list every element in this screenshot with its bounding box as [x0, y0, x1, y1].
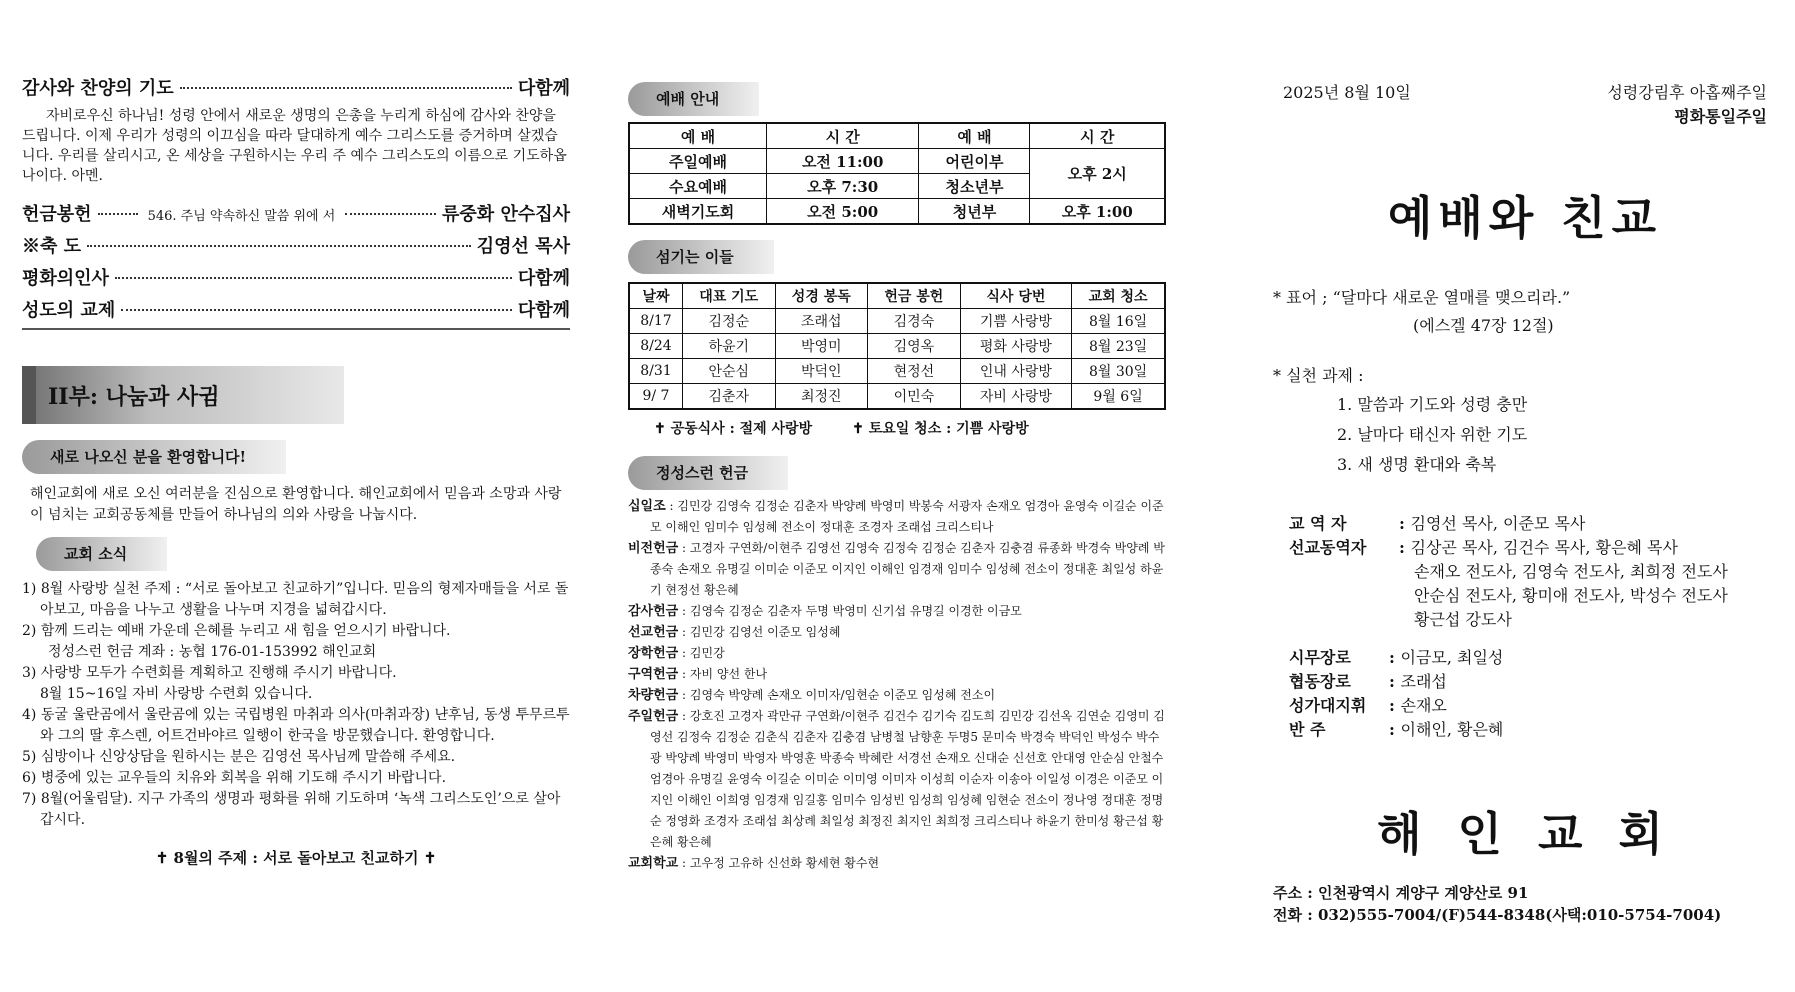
elder-key: 시무장로: [1289, 648, 1351, 667]
leader-dots: [121, 309, 512, 311]
table-header: 성경 봉독: [775, 283, 868, 309]
table-cell: 8/24: [629, 334, 682, 359]
common-meal-note: ✝ 공동식사 : 절제 사랑방: [654, 421, 813, 437]
sunday-name: 성령강림후 아홉째주일: [1607, 83, 1767, 102]
elder-row: 성가대지휘 : 손재오: [1289, 694, 1789, 718]
table-header: 예 배: [629, 123, 766, 149]
offering-item: 십일조 : 김민강 김영숙 김정순 김춘자 박양례 박영미 박봉숙 서광자 손재오 엄경아 윤영숙 이길순 이준모 이해인 임미수 임성혜 전소이 정대훈 조경자 조래섭 크리스티나: [628, 499, 1164, 534]
table-cell: 박덕인: [775, 359, 868, 384]
table-cell: 오전 11:00: [766, 149, 919, 174]
table-cell: 8/31: [629, 359, 682, 384]
table-cell: 이민숙: [868, 384, 961, 410]
order-person: 류중화 안수집사: [442, 204, 570, 225]
table-cell: 자비 사랑방: [960, 384, 1072, 410]
order-person: 다함께: [517, 268, 570, 289]
table-cell: 기쁨 사랑방: [960, 309, 1072, 334]
staff-value: 안순심 전도사, 황미애 전도사, 박성수 전도사: [1414, 586, 1728, 605]
table-cell: 8월 23일: [1072, 334, 1165, 359]
order-person: 김영선 목사: [476, 236, 570, 257]
table-header: 대표 기도: [682, 283, 775, 309]
news-item: 5) 심방이나 신앙상담을 원하시는 분은 김영선 목사님께 말씀해 주세요.: [22, 749, 456, 765]
offering-label: 비전헌금: [628, 541, 679, 556]
staff-value: 김영선 목사, 이준모 목사: [1410, 514, 1586, 533]
news-list: [22, 579, 570, 831]
table-cell: 현정선: [868, 359, 961, 384]
worship-title: 예배 안내: [628, 82, 759, 116]
elder-value: 이해인, 황은혜: [1400, 720, 1504, 739]
news-item: 2) 함께 드리는 예배 가운데 은혜를 누리고 새 힘을 얻으시기 바랍니다.: [22, 623, 451, 639]
offering-item: 선교헌금 : 김민강 김영선 이준모 임성혜: [628, 625, 841, 640]
leader-dots: [345, 213, 436, 215]
part2-tab: [22, 366, 36, 424]
news-item: 6) 병중에 있는 교우들의 치유와 회복을 위해 기도해 주시기 바랍니다.: [22, 770, 447, 786]
welcome-title: 새로 나오신 분을 환영합니다!: [22, 440, 286, 474]
welcome-text: 해인교회에 새로 오신 여러분을 진심으로 환영합니다. 해인교회에서 믿음과 소망과 사랑이 넘치는 교회공동체를 만들어 하나님의 의와 사랑을 나눕시다.: [30, 486, 562, 523]
table-header-row: [629, 123, 1165, 149]
elder-row: 시무장로 : 이금모, 최일성: [1289, 646, 1789, 670]
table-header-row: [629, 283, 1165, 309]
servers-title: 섬기는 이들: [628, 240, 774, 274]
offering-label: 감사헌금: [628, 604, 679, 619]
offering-names: 김민강: [689, 646, 725, 660]
sunday-theme: 평화통일주일: [1674, 107, 1767, 126]
order-row-offering: [22, 200, 570, 226]
offering-label: 장학헌금: [628, 646, 679, 661]
offering-names: 강호진 고경자 곽만규 구연화/이현주 김건수 김기숙 김도희 김민강 김선옥 김연순 김영미 김영선 김정숙 김정순 김춘식 김춘자 김충겸 남병철 남향훈 두명5 문미숙 박경숙 박덕인 박성수 박수광 박양례 박영미 박영자 박영훈 박종숙 박혜란 서경선 손재오 신대순 신선호 안대영 안순심 안철수 엄경아 유명길 윤영숙 이길순 이미순 이미영 이미자 이성희 이순자 이송아 이일성 이경은 이준모 이지인 이해인 이희영 임경재 임길홍 임미수 임성빈 임성희 임성혜 임현순 전소이 정나영 정대훈 정명순 정영화 조경자 조래섭 최상례 최일성 최정진 최지인 최희정 크리스티나 하윤기 한미성 황근섭 황은혜 황은혜: [650, 709, 1165, 849]
task-item: 2. 날마다 태신자 위한 기도: [1337, 425, 1528, 444]
bulletin-title: 예배와 친교: [1387, 191, 1663, 245]
offering-item: 비전헌금 : 고경자 구연화/이현주 김영선 김영숙 김정숙 김정순 김춘자 김충겸 류종화 박경숙 박양례 박종숙 손재오 유명길 이미순 이준모 이지인 이해인 임경재 임미수 임성혜 전소이 정대훈 최일성 하윤기 현정선 황은혜: [628, 541, 1165, 597]
offering-title: 정성스런 헌금: [628, 456, 788, 490]
order-row-benediction: [22, 232, 570, 258]
prayer-text: 자비로우신 하나님! 성령 안에서 새로운 생명의 은총을 누리게 하심에 감사와 찬양을 드립니다. 이제 우리가 성령의 이끄심을 따라 달대하게 예수 그리스도를 증거하며 살겠습니다. 우리를 살리시고, 온 세상을 구원하시는 우리 주 예수 그리스도의 이름으로 기도하옵나이다. 아멘.: [22, 108, 567, 184]
elder-key: 협동장로: [1289, 672, 1351, 691]
saturday-cleaning-note: ✝ 토요일 청소 : 기쁨 사랑방: [852, 421, 1029, 437]
offering-label: 주일헌금: [628, 709, 679, 724]
news-item: 7) 8월(어울림달). 지구 가족의 생명과 평화를 위해 기도하며 ‘녹색 그리스도인’으로 살아갑시다.: [22, 791, 561, 828]
table-cell: 9월 6일: [1072, 384, 1165, 410]
offering-names: 김영숙 김정순 김춘자 두명 박영미 신기섭 유명길 이경한 이금모: [689, 604, 1022, 618]
order-hymn: 546. 주님 약속하신 말씀 위에 서: [147, 209, 336, 224]
offering-names: 김민강 김영숙 김정순 김춘자 박양례 박영미 박봉숙 서광자 손재오 엄경아 윤영숙 이길순 이준모 이해인 임미수 임성혜 전소이 정대훈 조경자 조래섭 크리스티나: [650, 499, 1164, 534]
table-cell: 어린이부: [919, 149, 1030, 174]
table-cell: 8월 16일: [1072, 309, 1165, 334]
offering-item: 구역헌금 : 자비 양선 한나: [628, 667, 768, 682]
table-cell: 김정순: [682, 309, 775, 334]
part2-title: II부: 나눔과 사귐: [48, 384, 220, 410]
offering-label: 차량헌금: [628, 688, 679, 703]
table-header: 교회 청소: [1072, 283, 1165, 309]
table-header: 날짜: [629, 283, 682, 309]
order-person: 다함께: [517, 300, 570, 321]
elder-row: 반 주 : 이해인, 황은혜: [1289, 718, 1789, 742]
leader-dots: [115, 277, 512, 279]
staff-value: 황근섭 강도사: [1414, 610, 1512, 629]
month-theme: ✝ 8월의 주제 : 서로 돌아보고 친교하기 ✝: [155, 849, 437, 867]
table-cell: 새벽기도회: [629, 199, 766, 225]
order-label: 성도의 교제: [22, 300, 116, 321]
table-cell: 9/ 7: [629, 384, 682, 410]
worship-section: [628, 82, 1166, 225]
leader-dots: [180, 87, 512, 89]
offering-label: 구역헌금: [628, 667, 679, 682]
prayer-row: [22, 74, 570, 100]
news-item: 8월 15~16일 자비 사랑방 수련회 있습니다.: [40, 686, 313, 702]
offering-item: 교회학교 : 고우정 고유하 신선화 황세현 황수현: [628, 856, 880, 871]
table-cell: 조래섭: [775, 309, 868, 334]
table-cell: 평화 사랑방: [960, 334, 1072, 359]
table-row: [629, 199, 1165, 225]
staff-row: 교 역 자 : 김영선 목사, 이준모 목사: [1289, 512, 1789, 536]
table-cell: 오후 7:30: [766, 174, 919, 199]
table-cell: 최정진: [775, 384, 868, 410]
offering-item: 감사헌금 : 김영숙 김정순 김춘자 두명 박영미 신기섭 유명길 이경한 이금모: [628, 604, 1022, 619]
table-cell: 8월 30일: [1072, 359, 1165, 384]
table-header: 식사 당번: [960, 283, 1072, 309]
table-cell: 인내 사랑방: [960, 359, 1072, 384]
elder-value: 조래섭: [1400, 672, 1447, 691]
elder-row: 협동장로 : 조래섭: [1289, 670, 1789, 694]
order-label: 헌금봉헌: [22, 204, 92, 225]
servers-section: [628, 240, 1166, 438]
prayer-label: 감사와 찬양의 기도: [22, 78, 174, 99]
offering-item: 장학헌금 : 김민강: [628, 646, 725, 661]
servers-table: [628, 282, 1166, 410]
motto-ref: (에스겔 47장 12절): [1413, 316, 1554, 335]
staff-key: 선교동역자: [1289, 538, 1367, 557]
church-address: 주소 : 인천광역시 계양구 계양산로 91: [1273, 884, 1529, 902]
task-item: 3. 새 생명 환대와 축복: [1337, 455, 1497, 474]
task-item: 1. 말씀과 기도와 성령 충만: [1337, 395, 1528, 414]
table-cell: 청소년부: [919, 174, 1030, 199]
news-item: 1) 8월 사랑방 실천 주제 : “서로 돌아보고 친교하기”입니다. 믿음의 형제자매들을 서로 돌아보고, 마음을 나누고 생활을 나누며 지경을 넓혀갑시다.: [22, 581, 569, 618]
offering-names: 고경자 구연화/이현주 김영선 김영숙 김정숙 김정순 김춘자 김충겸 류종화 박경숙 박양례 박종숙 손재오 유명길 이미순 이준모 이지인 이해인 임경재 임미수 임성혜 전소이 정대훈 최일성 하윤기 현정선 황은혜: [650, 541, 1165, 597]
motto-label: * 표어 ;: [1273, 288, 1328, 307]
part2-header: [22, 366, 344, 424]
table-cell: 수요예배: [629, 174, 766, 199]
leader-dots: [87, 245, 471, 247]
table-cell: 박영미: [775, 334, 868, 359]
offering-label: 선교헌금: [628, 625, 679, 640]
tasks-section: [1273, 362, 1783, 480]
table-row: [629, 309, 1165, 334]
news-item: 3) 사랑방 모두가 수련회를 계획하고 진행해 주시기 바랍니다.: [22, 665, 397, 681]
news-item: 4) 동굴 울란곰에서 울란곰에 있는 국립병원 마취과 의사(마취과장) 냔후님, 동생 투무르투와 그의 딸 후스렌, 어트건바야르 일행이 한국을 방문했습니다. 환영합니다.: [22, 707, 570, 744]
servers-notes: [654, 418, 1166, 438]
order-label: 평화의인사: [22, 268, 109, 289]
order-label: ※축 도: [22, 236, 82, 257]
table-row: [629, 334, 1165, 359]
offering-names: 김민강 김영선 이준모 임성혜: [689, 625, 841, 639]
table-row: [629, 149, 1165, 174]
staff-key: 교 역 자: [1289, 514, 1347, 533]
contact-section: [1273, 882, 1793, 926]
offering-item: 주일헌금 : 강호진 고경자 곽만규 구연화/이현주 김건수 김기숙 김도희 김민강 김선옥 김연순 김영미 김영선 김정숙 김정순 김춘식 김춘자 김충겸 남병철 남향훈 두명5 문미숙 박경숙 박덕인 박성수 박수광 박양례 박영미 박영자 박영훈 박종숙 박혜란 서경선 손재오 신대순 신선호 안대영 안순심 안철수 엄경아 유명길 윤영숙 이길순 이미순 이미영 이미자 이성희 이순자 이송아 이일성 이경은 이준모 이지인 이해인 이희영 임경재 임길홍 임미수 임성빈 임성희 임성혜 임현순 전소이 정나영 정대훈 정명순 정영화 조경자 조래섭 최상례 최일성 최정진 최지인 최희정 크리스티나 하윤기 한미성 황근섭 황은혜 황은혜: [628, 709, 1165, 849]
elder-key: 반 주: [1289, 720, 1326, 739]
church-name: 해 인 교 회: [1377, 807, 1673, 861]
staff-section: [1289, 512, 1789, 742]
motto-section: [1273, 284, 1783, 340]
worship-table: [628, 122, 1166, 225]
table-cell: 청년부: [919, 199, 1030, 225]
news-title: 교회 소식: [36, 537, 167, 571]
church-phone: 전화 : 032)555-7004/(F)544-8348(사택:010-5754-7004): [1273, 906, 1722, 924]
leader-dots: [98, 213, 138, 215]
elder-key: 성가대지휘: [1289, 696, 1367, 715]
table-header: 시 간: [1030, 123, 1165, 149]
bulletin-date: 2025년 8월 10일: [1283, 83, 1411, 102]
prayer-end: 다함께: [517, 78, 570, 99]
tasks-label: * 실천 과제 :: [1273, 366, 1364, 385]
offering-list: [628, 496, 1168, 874]
table-cell: 주일예배: [629, 149, 766, 174]
offering-names: 자비 양선 한나: [689, 667, 768, 681]
table-row: [629, 359, 1165, 384]
table-cell: 김춘자: [682, 384, 775, 410]
table-cell: 오후 1:00: [1030, 199, 1165, 225]
table-row: [629, 384, 1165, 410]
table-cell: 8/17: [629, 309, 682, 334]
table-cell: 안순심: [682, 359, 775, 384]
table-cell: 오전 5:00: [766, 199, 919, 225]
elder-value: 손재오: [1400, 696, 1447, 715]
staff-row: 선교동역자 : 김상곤 목사, 김건수 목사, 황은혜 목사: [1289, 536, 1789, 560]
table-cell: 김경숙: [868, 309, 961, 334]
order-row-fellowship: [22, 296, 570, 322]
welcome-section: [22, 440, 570, 526]
table-cell: 하윤기: [682, 334, 775, 359]
staff-value: 김상곤 목사, 김건수 목사, 황은혜 목사: [1410, 538, 1678, 557]
table-header: 예 배: [919, 123, 1030, 149]
offering-names: 김영숙 박양례 손재오 이미자/임현순 이준모 임성혜 전소이: [689, 688, 996, 702]
offering-item: 차량헌금 : 김영숙 박양례 손재오 이미자/임현순 이준모 임성혜 전소이: [628, 688, 996, 703]
news-section: [22, 537, 570, 868]
offering-label: 교회학교: [628, 856, 679, 871]
staff-value: 손재오 전도사, 김영숙 전도사, 최희정 전도사: [1414, 562, 1728, 581]
table-header: 헌금 봉헌: [868, 283, 961, 309]
table-cell: 오후 2시: [1030, 149, 1165, 199]
order-row-peace: [22, 264, 570, 290]
table-cell: 김영옥: [868, 334, 961, 359]
divider: [22, 328, 570, 330]
elder-value: 이금모, 최일성: [1400, 648, 1504, 667]
offering-section: [628, 456, 1168, 874]
offering-names: 고우정 고유하 신선화 황세현 황수현: [689, 856, 880, 870]
table-header: 시 간: [766, 123, 919, 149]
news-item: 정성스런 헌금 계좌 : 농협 176-01-153992 해인교회: [48, 644, 377, 660]
offering-label: 십일조: [628, 499, 666, 514]
motto-text: “달마다 새로운 열매를 맺으리라.”: [1332, 288, 1571, 307]
